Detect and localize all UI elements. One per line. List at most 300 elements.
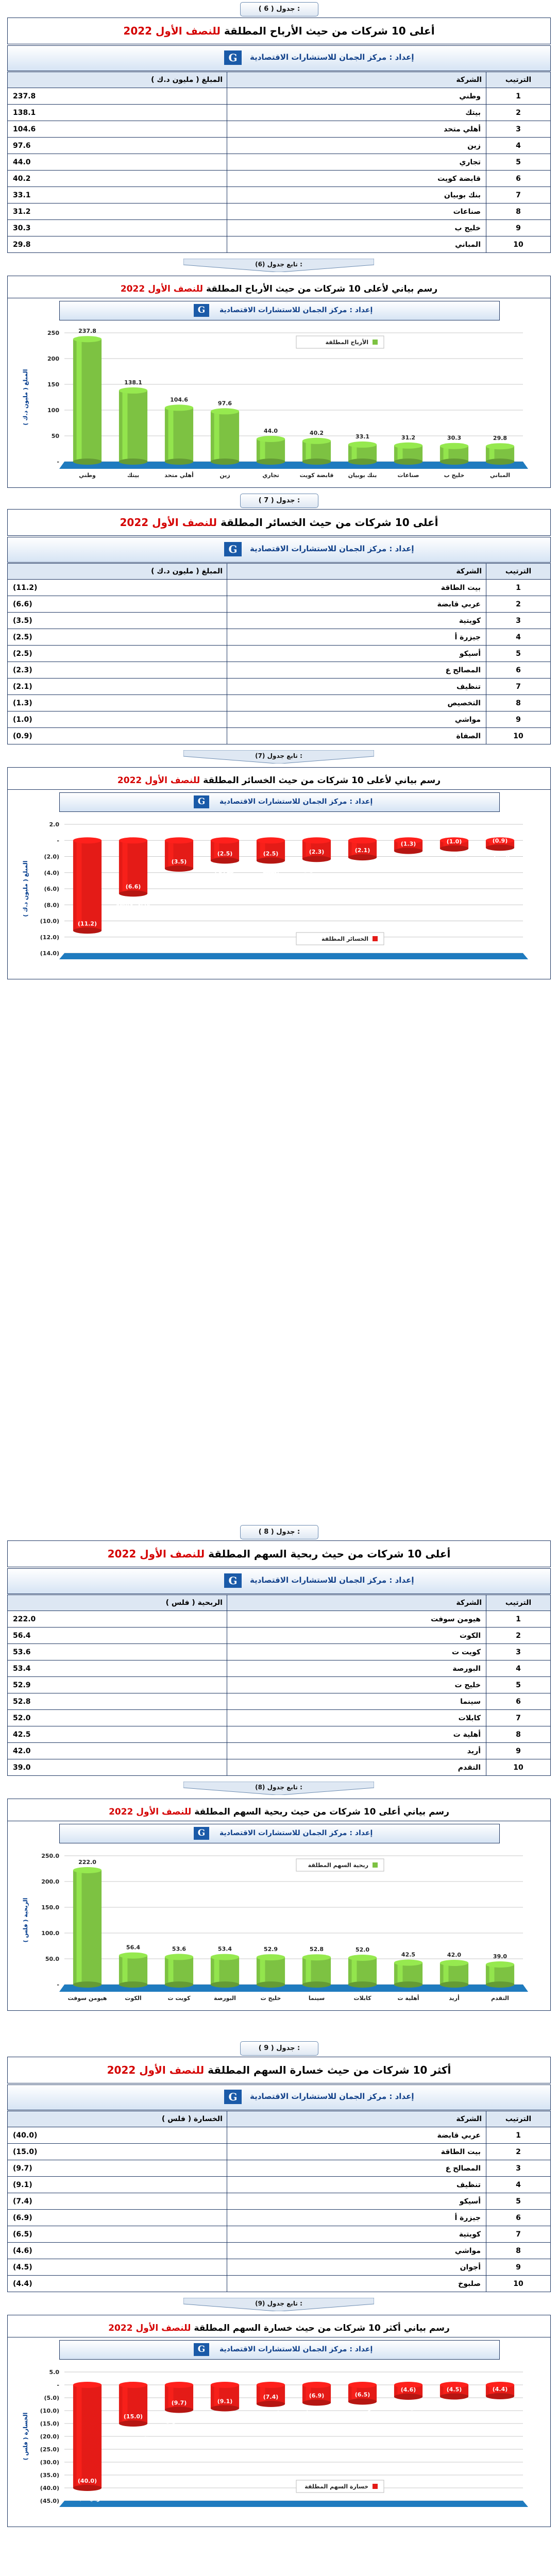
y-axis-label: الخسارة ( فلس ) xyxy=(22,2412,29,2461)
value-cell: (40.0) xyxy=(8,2127,227,2144)
y-tick-label: (35.0) xyxy=(40,2472,59,2479)
bar-top-cap xyxy=(257,436,285,442)
company-cell: المباني xyxy=(227,236,486,253)
rank-cell: 1 xyxy=(486,1611,551,1628)
value-cell: 52.0 xyxy=(8,1710,227,1726)
aljoman-logo-icon: G xyxy=(194,304,209,317)
table-row xyxy=(8,2127,551,2144)
category-label: مواشي xyxy=(398,2404,419,2411)
company-cell: بيتك xyxy=(227,105,486,121)
category-label: الصفاة xyxy=(490,855,510,862)
rank-cell: 10 xyxy=(486,236,551,253)
category-label: أسيكو xyxy=(262,868,279,875)
rank-cell: 4 xyxy=(486,629,551,646)
bar-bottom-cap xyxy=(119,459,147,465)
bar-highlight xyxy=(306,441,311,462)
value-cell: (4.4) xyxy=(8,2276,227,2292)
rank-cell: 6 xyxy=(486,1693,551,1710)
data-label: 42.5 xyxy=(401,1951,416,1958)
bar-highlight xyxy=(398,1963,403,1985)
rank-cell: 3 xyxy=(486,613,551,629)
category-label: تجاري xyxy=(262,472,279,479)
prepared-by-bar xyxy=(7,45,551,71)
table-row xyxy=(8,171,551,187)
bar-highlight xyxy=(352,1958,357,1985)
value-cell: (2.1) xyxy=(8,679,227,695)
table-row xyxy=(8,2259,551,2276)
col-value-header: الربحية ( فلس ) xyxy=(8,1595,227,1611)
chart-title xyxy=(8,2319,550,2337)
table-row xyxy=(8,2177,551,2193)
bar-bottom-cap xyxy=(486,459,514,465)
value-cell: 97.6 xyxy=(8,138,227,154)
rank-cell: 10 xyxy=(486,1759,551,1776)
y-tick-label: (2.0) xyxy=(44,853,59,860)
bar-top-cap xyxy=(486,443,514,449)
bar-bottom-cap xyxy=(348,459,377,465)
y-tick-label: 150 xyxy=(47,381,59,388)
aljoman-logo-icon: G xyxy=(224,50,242,65)
rank-cell: 5 xyxy=(486,646,551,662)
bar-chart xyxy=(8,814,550,976)
category-label: صلبوخ xyxy=(491,2403,509,2410)
company-cell: أريد xyxy=(227,1743,486,1759)
bar xyxy=(73,2382,102,2491)
company-cell: قابضة كويت xyxy=(227,171,486,187)
data-label: 39.0 xyxy=(493,1953,508,1960)
rank-cell: 5 xyxy=(486,154,551,171)
rank-cell: 6 xyxy=(486,662,551,679)
bar-bottom-cap xyxy=(440,1981,468,1988)
bar-bottom-cap xyxy=(119,1981,147,1988)
value-cell: 56.4 xyxy=(8,1628,227,1644)
bar-top-cap xyxy=(302,1954,331,1960)
category-label: بنك بوبيان xyxy=(348,472,377,479)
bar-highlight xyxy=(168,1957,174,1985)
bar xyxy=(211,408,239,465)
bar-top-cap xyxy=(394,443,422,449)
rank-cell: 2 xyxy=(486,596,551,613)
company-cell: كابلات xyxy=(227,1710,486,1726)
value-cell: (2.5) xyxy=(8,646,227,662)
bar-top-cap xyxy=(257,2382,285,2388)
bar-top-cap xyxy=(165,1954,193,1960)
bar-bottom-cap xyxy=(394,459,422,465)
y-tick-label: (4.0) xyxy=(44,869,59,876)
bar xyxy=(119,1953,147,1988)
data-label: 56.4 xyxy=(126,1944,141,1951)
bar-bottom-cap xyxy=(394,1981,422,1988)
value-cell: (6.6) xyxy=(8,596,227,613)
bar-top-cap xyxy=(211,408,239,414)
chart-prepared-by-text: إعداد : مركز الجمان للاستشارات الاقتصادية xyxy=(219,798,373,806)
company-cell: تنظيف xyxy=(227,2177,486,2193)
bar-top-cap xyxy=(257,1954,285,1960)
title-period: للنصف الأول 2022 xyxy=(107,1548,205,1560)
data-label: 53.6 xyxy=(172,1945,187,1953)
y-tick-label: (6.0) xyxy=(44,886,59,892)
bar-bottom-cap xyxy=(440,2394,468,2400)
chart-panel xyxy=(7,1799,551,2011)
bar-bottom-cap xyxy=(486,1981,514,1988)
category-label: زين xyxy=(219,472,230,479)
chart-prepared-by-bar xyxy=(59,1824,500,1843)
y-tick-label: - xyxy=(57,459,59,465)
table-row xyxy=(8,2144,551,2160)
data-table xyxy=(7,72,551,253)
rank-cell: 8 xyxy=(486,204,551,220)
table-row xyxy=(8,2160,551,2177)
aljoman-logo-icon: G xyxy=(194,795,209,808)
prepared-by-text: إعداد : مركز الجمان للاستشارات الاقتصادية xyxy=(250,2092,414,2101)
table-row xyxy=(8,1743,551,1759)
table-row xyxy=(8,728,551,744)
category-label: بيت الطاقة xyxy=(117,2431,149,2437)
bar-top-cap xyxy=(73,336,102,342)
y-tick-label: (5.0) xyxy=(44,2395,59,2401)
legend-label: خسارة السهم المطلقة xyxy=(305,2483,368,2490)
prepared-by-bar xyxy=(7,2084,551,2110)
bar xyxy=(257,436,285,465)
col-value-header: الخسارة ( فلس ) xyxy=(8,2111,227,2127)
company-cell: عربي قابضة xyxy=(227,596,486,613)
data-label: (9.7) xyxy=(171,2399,187,2406)
value-cell: 33.1 xyxy=(8,187,227,204)
chart-title xyxy=(8,772,550,790)
continued-arrow xyxy=(183,2298,374,2311)
data-label: 33.1 xyxy=(355,433,370,440)
data-label: (3.5) xyxy=(171,858,187,865)
col-value-header: المبلغ ( مليون د.ك ) xyxy=(8,564,227,580)
col-rank-header: الترتيب xyxy=(486,72,551,88)
company-cell: صناعات xyxy=(227,204,486,220)
table-header-row xyxy=(8,1595,551,1611)
company-cell: وطني xyxy=(227,88,486,105)
table-row xyxy=(8,2226,551,2243)
bar-bottom-cap xyxy=(165,459,193,465)
company-cell: صلبوخ xyxy=(227,2276,486,2292)
bar-top-cap xyxy=(119,387,147,394)
table-title xyxy=(7,2057,551,2083)
bar-top-cap xyxy=(73,2382,102,2388)
bar-highlight xyxy=(260,1957,265,1985)
chart-title-period: للنصف الأول 2022 xyxy=(120,284,204,294)
bar xyxy=(440,443,468,465)
table-row xyxy=(8,629,551,646)
data-table xyxy=(7,563,551,744)
company-cell: البورصة xyxy=(227,1660,486,1677)
y-tick-label: (14.0) xyxy=(40,950,59,957)
data-label: (6.5) xyxy=(354,2391,370,2398)
category-label: خليج ت xyxy=(260,1995,281,2002)
rank-cell: 9 xyxy=(486,1743,551,1759)
category-label: عربي قابضة xyxy=(116,901,150,908)
bar-bottom-cap xyxy=(211,857,239,863)
bar xyxy=(348,1955,377,1988)
bar-top-cap xyxy=(165,2382,193,2388)
data-label: (40.0) xyxy=(77,2478,97,2484)
table-row xyxy=(8,154,551,171)
value-cell: (6.5) xyxy=(8,2226,227,2243)
chart-prepared-by-bar xyxy=(59,792,500,812)
company-cell: كويت ت xyxy=(227,1644,486,1660)
table-row xyxy=(8,220,551,236)
prepared-by-text: إعداد : مركز الجمان للاستشارات الاقتصادية xyxy=(250,53,414,62)
value-cell: 39.0 xyxy=(8,1759,227,1776)
bar-top-cap xyxy=(302,837,331,843)
rank-cell: 1 xyxy=(486,2127,551,2144)
company-cell: تنظيف xyxy=(227,679,486,695)
bar-bottom-cap xyxy=(257,2401,285,2407)
bar-top-cap xyxy=(119,2382,147,2388)
table-row xyxy=(8,121,551,138)
value-cell: 44.0 xyxy=(8,154,227,171)
title-text: أعلى 10 شركات من حيث ربحية السهم المطلقة xyxy=(205,1548,451,1560)
title-period: للنصف الأول 2022 xyxy=(107,2064,205,2076)
category-label: البورصة xyxy=(214,1995,236,2002)
company-cell: أهلية ت xyxy=(227,1726,486,1743)
bar-top-cap xyxy=(119,837,147,843)
table-title xyxy=(7,1540,551,1567)
table-row xyxy=(8,695,551,711)
chart-panel xyxy=(7,276,551,488)
bar-bottom-cap xyxy=(73,1981,102,1988)
company-cell: الكوت xyxy=(227,1628,486,1644)
y-tick-label: - xyxy=(57,1981,59,1988)
aljoman-logo-icon: G xyxy=(224,542,242,556)
company-cell: أهلي متحد xyxy=(227,121,486,138)
table-row xyxy=(8,204,551,220)
bar-top-cap xyxy=(211,2382,239,2388)
data-label: (7.4) xyxy=(263,2394,279,2400)
aljoman-logo-icon: G xyxy=(194,1827,209,1840)
bar-bottom-cap xyxy=(165,866,193,872)
bar-top-cap xyxy=(394,1960,422,1966)
rank-cell: 8 xyxy=(486,2243,551,2259)
y-axis-label: المبلغ ( مليون د.ك ) xyxy=(22,369,29,426)
bar-highlight xyxy=(306,1957,311,1985)
y-tick-label: 250.0 xyxy=(41,1853,59,1859)
category-label: أجوان xyxy=(446,2403,463,2411)
y-tick-label: (10.0) xyxy=(40,918,59,925)
value-cell: (4.6) xyxy=(8,2243,227,2259)
table-row xyxy=(8,187,551,204)
bar-highlight xyxy=(214,411,219,462)
bar-top-cap xyxy=(486,1961,514,1968)
aljoman-logo-icon: G xyxy=(224,1573,242,1588)
prepared-by-text: إعداد : مركز الجمان للاستشارات الاقتصادية xyxy=(250,544,414,553)
y-tick-label: 100.0 xyxy=(41,1930,59,1937)
bar-highlight xyxy=(123,1956,128,1985)
value-cell: (1.0) xyxy=(8,711,227,728)
y-tick-label: (15.0) xyxy=(40,2420,59,2427)
aljoman-logo-icon: G xyxy=(224,2090,242,2104)
value-cell: 237.8 xyxy=(8,88,227,105)
value-cell: (0.9) xyxy=(8,728,227,744)
y-tick-label: 200.0 xyxy=(41,1878,59,1885)
y-tick-label: (40.0) xyxy=(40,2485,59,2492)
value-cell: (6.9) xyxy=(8,2210,227,2226)
y-tick-label: - xyxy=(57,2382,59,2388)
rank-cell: 5 xyxy=(486,1677,551,1693)
company-cell: كويتية xyxy=(227,613,486,629)
company-cell: مواشي xyxy=(227,2243,486,2259)
table-row xyxy=(8,1660,551,1677)
table-label: جدول ( 6 ) : xyxy=(240,2,318,16)
category-label: أهلي متحد xyxy=(164,472,194,479)
bar-bottom-cap xyxy=(394,848,422,854)
category-label: مواشي xyxy=(444,855,465,862)
value-cell: (2.3) xyxy=(8,662,227,679)
table-row xyxy=(8,662,551,679)
bar-chart xyxy=(8,1845,550,2007)
rank-cell: 4 xyxy=(486,138,551,154)
value-cell: 138.1 xyxy=(8,105,227,121)
value-cell: 40.2 xyxy=(8,171,227,187)
table-row xyxy=(8,236,551,253)
value-cell: 52.9 xyxy=(8,1677,227,1693)
bar-highlight xyxy=(489,1964,495,1985)
table-row xyxy=(8,1611,551,1628)
aljoman-logo-icon: G xyxy=(194,2343,209,2356)
value-cell: (1.3) xyxy=(8,695,227,711)
category-label: كابلات xyxy=(353,1995,371,2002)
title-text: أكثر 10 شركات من حيث خسارة السهم المطلقة xyxy=(204,2064,451,2076)
category-label: عربي قابضة xyxy=(70,2495,105,2502)
table-row xyxy=(8,1628,551,1644)
continued-arrow xyxy=(183,750,374,764)
table-row xyxy=(8,613,551,629)
y-tick-label: 5.0 xyxy=(49,2369,59,2376)
bar-bottom-cap xyxy=(211,459,239,465)
table-row xyxy=(8,1644,551,1660)
chart-title xyxy=(8,280,550,298)
company-cell: زين xyxy=(227,138,486,154)
continued-arrow xyxy=(183,259,374,272)
bar-bottom-cap xyxy=(486,2393,514,2399)
y-axis-label: المبلغ ( مليون د.ك ) xyxy=(22,860,29,917)
y-tick-label: (25.0) xyxy=(40,2446,59,2453)
table-title xyxy=(7,509,551,536)
bar-bottom-cap xyxy=(73,927,102,934)
table-title xyxy=(7,18,551,44)
bar xyxy=(211,1954,239,1988)
bar-bottom-cap xyxy=(486,844,514,851)
rank-cell: 4 xyxy=(486,2177,551,2193)
data-label: (6.6) xyxy=(125,883,141,890)
bar-bottom-cap xyxy=(302,1981,331,1988)
rank-cell: 10 xyxy=(486,728,551,744)
data-label: (1.3) xyxy=(400,840,416,848)
data-label: (2.5) xyxy=(263,850,279,857)
bar xyxy=(486,443,514,465)
bar xyxy=(440,1960,468,1988)
table-row xyxy=(8,580,551,596)
table-row xyxy=(8,88,551,105)
company-cell: بيت الطاقة xyxy=(227,2144,486,2160)
col-company-header: الشركة xyxy=(227,2111,486,2127)
chart-title-period: للنصف الأول 2022 xyxy=(117,775,200,786)
rank-cell: 7 xyxy=(486,679,551,695)
bar-bottom-cap xyxy=(348,2399,377,2405)
category-label: المباني xyxy=(489,472,511,479)
bar xyxy=(302,1954,331,1988)
company-cell: تجاري xyxy=(227,154,486,171)
data-label: 29.8 xyxy=(493,435,508,442)
legend-label: الخسائر المطلقة xyxy=(321,936,368,942)
bar-bottom-cap xyxy=(211,1981,239,1988)
chart-panel xyxy=(7,2315,551,2527)
value-cell: 30.3 xyxy=(8,220,227,236)
bar-top-cap xyxy=(440,443,468,449)
bar-top-cap xyxy=(348,442,377,448)
y-tick-label: (8.0) xyxy=(44,902,59,909)
bar-highlight xyxy=(214,1957,219,1985)
bar-bottom-cap xyxy=(257,857,285,863)
table-row xyxy=(8,1693,551,1710)
y-tick-label: (20.0) xyxy=(40,2433,59,2440)
bar-top-cap xyxy=(302,2382,331,2388)
value-cell: 53.6 xyxy=(8,1644,227,1660)
bar-bottom-cap xyxy=(211,2405,239,2412)
data-label: 44.0 xyxy=(263,428,278,434)
data-label: (2.3) xyxy=(309,849,325,856)
data-label: (4.4) xyxy=(492,2386,508,2393)
company-cell: عربي قابضة xyxy=(227,2127,486,2144)
value-cell: 104.6 xyxy=(8,121,227,138)
value-cell: 29.8 xyxy=(8,236,227,253)
value-cell: (9.1) xyxy=(8,2177,227,2193)
company-cell: كويتية xyxy=(227,2226,486,2243)
table-header-row xyxy=(8,2111,551,2127)
bar-top-cap xyxy=(73,837,102,843)
chart-label: تابع جدول (7) : xyxy=(255,752,302,759)
data-label: (1.0) xyxy=(446,838,462,845)
value-cell: (4.5) xyxy=(8,2259,227,2276)
bar-top-cap xyxy=(348,2382,377,2388)
category-label: بيتك xyxy=(127,472,140,479)
bar xyxy=(486,1961,514,1988)
y-tick-label: (45.0) xyxy=(40,2498,59,2504)
rank-cell: 8 xyxy=(486,695,551,711)
prepared-by-bar xyxy=(7,537,551,563)
data-label: (6.9) xyxy=(309,2392,325,2399)
table-row xyxy=(8,1726,551,1743)
chart-prepared-by-bar xyxy=(59,301,500,320)
value-cell: 42.0 xyxy=(8,1743,227,1759)
bar-highlight xyxy=(214,2385,219,2409)
bar-top-cap xyxy=(211,1954,239,1960)
rank-cell: 10 xyxy=(486,2276,551,2292)
bar-top-cap xyxy=(165,837,193,843)
bar-highlight xyxy=(77,339,82,462)
bar-bottom-cap xyxy=(302,856,331,862)
bar xyxy=(165,2382,193,2413)
bar-top-cap xyxy=(348,1955,377,1961)
rank-cell: 3 xyxy=(486,1644,551,1660)
bar-bottom-cap xyxy=(165,2407,193,2413)
data-label: 237.8 xyxy=(78,328,96,335)
table-header-row xyxy=(8,564,551,580)
bar-highlight xyxy=(77,840,82,930)
bar-chart xyxy=(8,323,550,484)
chart-prepared-by-text: إعداد : مركز الجمان للاستشارات الاقتصادية xyxy=(219,2345,373,2353)
data-label: 52.9 xyxy=(263,1946,278,1953)
category-label: كويتية xyxy=(170,875,188,883)
value-cell: 31.2 xyxy=(8,204,227,220)
legend-swatch xyxy=(373,340,378,345)
y-tick-label: (30.0) xyxy=(40,2459,59,2466)
